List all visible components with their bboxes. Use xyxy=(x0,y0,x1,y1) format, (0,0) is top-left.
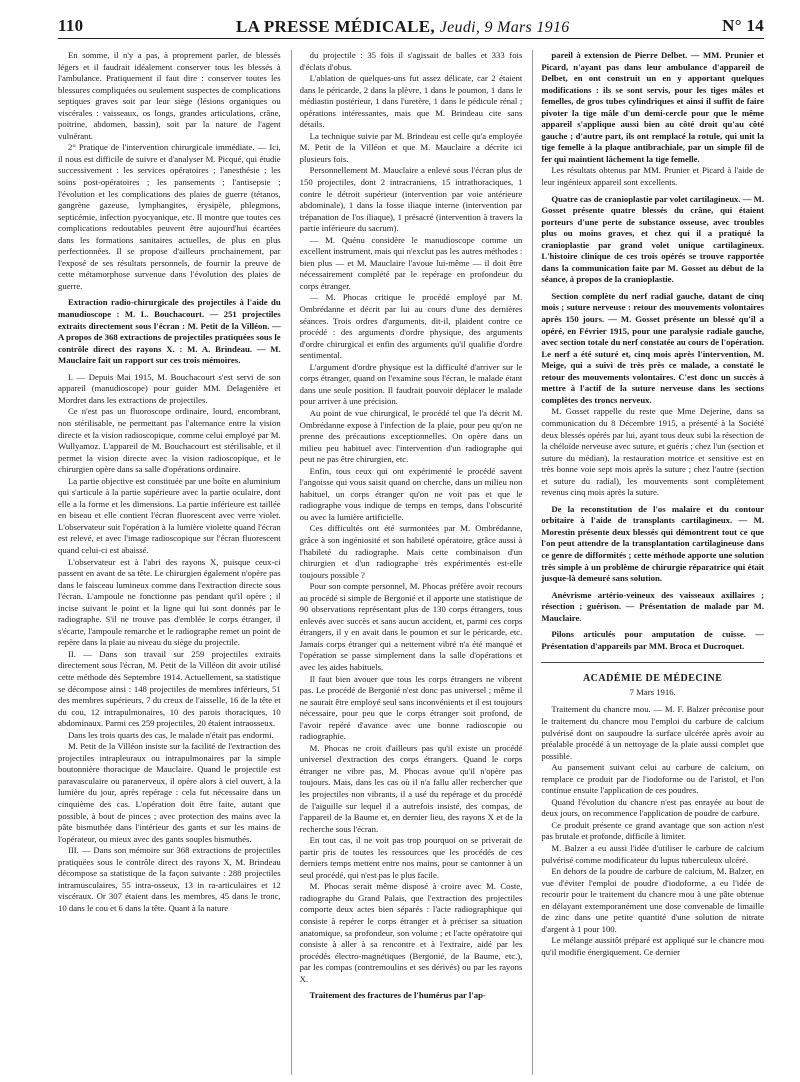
paragraph: Pour son compte personnel, M. Phocas préfère avoir recours au procédé si simple de Bergonié et il apporte une statistique de 90 observations représentant plus de 130 corps étrangers, tous enlevés avec succès et sans aucun accident, et, parmi ces corps étrangers, il y en avait dans le poumon et sur le péricarde, etc. Jamais corps étranger qui a nettement vibré n'a été manqué et l'opération se passe simplement dans la salle d'opérations et avec les aides habituels. xyxy=(299,581,523,672)
paragraph: L'observateur est à l'abri des rayons X, puisque ceux-ci passent en avant de sa tête. Le chirurgien également n'opère pas dans le faisceau lumineux comme dans l'extraction directe sous l'écran. L'ampoule ne fonctionne pas pendant qu'il opère ; il incise suivant le point et la ligne qui lui sont donnés par le radiographe. S'il ne trouve pas d'emblée le corps étranger, il s'écarte, l'ampoule remarche et le radiographe remet un point de repère dans la plaie au niveau du siège du projectile. xyxy=(58,556,281,648)
paragraph: M. Gosset rappelle du reste que Mme Dejerine, dans sa communication du 8 Décembre 1915, a présenté à la Société deux blessés opérés par lui, ayant tous deux subi la résection de la chéloïde nerveuse avec suture, et guéris ; chez l'un (section et suture du médian), la restauration motrice et sensitive est en très bonne voie sept mois après la suture ; chez l'autre (section et suture du radial), les mouvements sont complètement revenus cinq mois après la suture. xyxy=(541,406,765,498)
academie-date: 7 Mars 1916. xyxy=(629,686,676,697)
article-columns xyxy=(58,50,764,1075)
paragraph: Ce n'est pas un fluoroscope ordinaire, lourd, encombrant, non stérilisable, ne permettant pas l'alternance entre la vision directe et la vision radioscopique, comme celui employé par M. Wullyamoz. L'appareil de M. Bouchacourt est stérilisable, et il permet la vision directe avec la vision radioscopique, et le chirurgien opère dans sa salle d'opérations ordinaire. xyxy=(58,406,281,475)
paragraph: La technique suivie par M. Brindeau est celle qu'a employée M. Petit de la Villéon et que M. Mauclaire a décrite ici plusieurs fois. xyxy=(299,130,523,164)
paragraph: Ces difficultés ont été surmontées par M. Ombrédanne, grâce à son ingéniosité et son habileté opératoire, grâce aussi à l'habileté du radiographe. Mais cette combinaison d'un chirurgien et d'un radiographe très expérimentés est-elle toujours possible ? xyxy=(299,523,523,580)
paragraph: En tout cas, il ne voit pas trop pourquoi on se priverait de partir pris de toutes les ressources que les procédés de ces derniers temps mettent entre nos mains, pour se cantonner à un seul procédé, qui n'est pas le plus facile. xyxy=(299,835,523,880)
issue-number: N° 14 xyxy=(722,16,764,35)
paragraph: Personnellement M. Mauclaire a enlevé sous l'écran plus de 150 projectiles, dont 2 intracraniens, 15 intrathoraciques, 1 contre le détroit supérieur (intervention par voie antérieure abdominale), 1 dans la fosse iliaque interne (intervention par trépanation de l'os iliaque), 1 présacré (intervention à travers la partie inférieure du sacrum). xyxy=(299,165,523,234)
issue-date: Jeudi, 9 Mars 1916 xyxy=(439,18,570,36)
paragraph: du projectile : 35 fois il s'agissait de balles et 333 fois d'éclats d'obus. xyxy=(299,50,523,72)
academie-section xyxy=(541,704,764,958)
journal-title: LA PRESSE MÉDICALE, xyxy=(236,16,435,36)
paragraph: De la reconstitution de l'os malaire et du contour orbitaire à l'aide de transplants cartilagineux. — M. Morestin présente deux blessés qui démontrent tout ce que l'on peut attendre de la transplantation cartilagineuse dans ce genre de difformités ; cette méthode apporte une solution très simple à un problème de chirurgie réparatrice qui était jusque-là demeuré sans solution. xyxy=(541,503,765,584)
paragraph: II. — Dans son travail sur 259 projectiles extraits directement sous l'écran, M. Petit de la Villéon dit avoir utilisé cette méthode dès Septembre 1914. Actuellement, sa statistique se décompose ainsi : 148 projectiles de membres inférieurs, 51 des membres supérieurs, 7 du creux de l'aisselle, 16 de la tête et du cou, 12 intrapulmonaires, 10 des parois thoraciques, 10 abdominaux. Parmi ces 259 projectiles, 20 étaient intraosseux. xyxy=(58,648,281,729)
paragraph: Quand l'évolution du chancre n'est pas enrayée au bout de deux jours, on recommence l'application de poudre de carbure. xyxy=(541,796,765,819)
paragraph: — M. Phocas critique le procédé employé par M. Ombrédanne et décrit par lui au cours d'une des dernières séances. Trois ordres d'arguments, dit-il, plaident contre ce procédé : des arguments d'ordre physique, des arguments d'ordre chirurgical et enfin des arguments qu'il qualifie d'ordre sentimental. xyxy=(299,292,523,361)
paragraph: Au pansement suivant celui au carbure de calcium, on remplace ce produit par de l'iodoforme ou de l'aristol, et l'on continue ensuite l'application de ces poudres. xyxy=(541,762,765,796)
paragraph: 2° Pratique de l'intervention chirurgicale immédiate. — Ici, il nous est difficile de suivre et d'analyser M. Picqué, qui étudie successivement : les services opératoires ; l'anesthésie ; les soins post-opératoires ; les pansements ; l'antisepsie ; l'évolution et les complications des plaies de guerre (tétanos, gangrène gazeuse, lymphangites, érysipèle, phlegmons, septicémie, infection pyocyanique, etc. Il montre que toutes ces complications redoutables peuvent être aujourd'hui écartées dans les formations sanitaires actuelles, de plus en plus perfectionnées. Il se propose d'ailleurs prochainement, par l'exposé de ses résultats personnels, de fournir la preuve de cette métamorphose survenue dans l'évolution des plaies de guerre. xyxy=(58,142,281,291)
paragraph: Pilons articulés pour amputation de cuisse. — Présentation d'appareils par MM. Broca et Ducroquet. xyxy=(541,629,765,651)
column-middle xyxy=(291,50,523,1075)
paragraph: Anévrisme artério-veineux des vaisseaux axillaires ; résection ; guérison. — Présentation de malade par M. Mauclaire. xyxy=(541,589,765,623)
paragraph: Le mélange aussitôt préparé est appliqué sur le chancre mou qu'il modifie énergiquement. Ce dernier xyxy=(541,935,765,957)
paragraph: M. Balzer a eu aussi l'idée d'utiliser le carbure de calcium pulvérisé comme modificateur du lupus tuberculeux ulcéré. xyxy=(541,843,765,865)
societe-chirurgie-continued xyxy=(541,50,764,652)
column-right xyxy=(532,50,764,1075)
paragraph: Ce produit présente ce grand avantage que son action n'est pas brutale et profonde, difficile à limiter. xyxy=(541,819,765,842)
paragraph: Traitement du chancre mou. — M. F. Balzer préconise pour le traitement du chancre mou l'emploi du carbure de calcium pulvérisé dont on saupoudre la surface ulcérée après avoir au préalable procédé à un nettoyage de la plaie aussi complet que possible. xyxy=(541,704,765,761)
column-left xyxy=(58,50,281,1075)
paragraph: M. Petit de la Villéon insiste sur la facilité de l'extraction des projectiles intrapleuraux ou intrapulmonaires par la simple boutonnière thoracique de Mauclaire. Quand le projectile est paravasculaire ou paranerveux, il opère alors à ciel ouvert, à la lumière du jour, après repérage : cela fut nécessaire dans un cinquième des cas. L'opération doit être faite, autant que possible, à bout de pinces ; avec protection des mains avec la pâte bismuthée dans l'intérieur des gants et sur les mains de l'opérateur, ou mieux avec des gants souples bismuthés. xyxy=(58,741,281,844)
academie-heading: ACADÉMIE DE MÉDECINE xyxy=(541,662,764,685)
paragraph: pareil à extension de Pierre Delbet. — MM. Prunier et Picard, n'ayant pas dans leur ambulance d'appareil de Delbet, en ont construit un en y apportant quelques modifications : ils se sont servis, pour les tiges mâles et femelles, de gros tubes cylindriques et ainsi il suffit de faire pivoter la tige mâle d'un demi-cercle pour que le même appareil s'applique aussi bien au côté droit qu'au côté gauche ; d'autre part, ils ont remplacé la rotule, qui unit la tige femelle à la plaque antibrachiale, par un simple fil de fer qui maintient lâchement la tige femelle. xyxy=(541,50,765,164)
paragraph: Enfin, tous ceux qui ont expérimenté le procédé savent l'angoisse qui vous saisit quand on cherche, dans un milieu non habituel, un corps étranger qu'on ne voit pas et que le radiographe vous indique de temps en temps, dans l'obscurité ou avec la lumière artificielle. xyxy=(299,465,523,522)
paragraph: Dans les trois quarts des cas, le malade n'était pas endormi. xyxy=(68,729,274,740)
paragraph: En somme, il n'y a pas, à proprement parler, de blessés légers et il faudrait idéalement conserver tous les blessés à l'ambulance. Pratiquement il faut dire : conserver toutes les blessures compliquées ou seulement suspectes de complications septiques graves soit par leur siège (lésions organiques ou viscérales : vaisseaux, os longs, grandes articulations, crâne, poitrine, abdomen, bassin), soit par la nature de l'agent vulnérant. xyxy=(58,50,281,141)
paragraph: M. Phocas serait même disposé à croire avec M. Coste, radiographe du Grand Palais, que l'extraction des projectiles comporte deux actes bien séparés : l'acte radiographique qui consiste à repérer le corps étranger et à préciser sa situation anatomique, sa profondeur, son volume ; et l'acte opératoire qui consiste à aller à sa rencontre et à l'extraire, aidé par les procédés électro-magnétiques (Bergonié, de la Baume, etc.), par les compas (contremoulins et ses dérivés) ou par les rayons X. xyxy=(299,881,523,984)
paragraph: Traitement des fractures de l'humérus par l'ap- xyxy=(309,990,486,1001)
page-header xyxy=(58,14,764,39)
paragraph: I. — Depuis Mai 1915, M. Bouchacourt s'est servi de son appareil (manudioscope) pour guider MM. Delagenière et Mordret dans les extractions de projectiles. xyxy=(58,371,281,405)
paragraph: En dehors de la poudre de carbure de calcium, M. Balzer, en vue d'éviter l'emploi de poudre d'iodoforme, a eu l'idée de recourir pour le traitement du chancre mou à une pâte obtenue en délayant extemporanément une dose convenable de limaille de zinc dans une petite quantité d'une solution de nitrate d'argent à 1 pour 100. xyxy=(541,866,765,934)
paragraph: Au point de vue chirurgical, le procédé tel que l'a décrit M. Ombrédanne expose à l'infection de la plaie, pour peu qu'on ne prenne des précautions exceptionnelles. On opère dans un milieu peu habituel avec l'intervention d'un radiographe qui peut ne pas être chirurgien, etc. xyxy=(299,407,523,465)
paragraph: Il faut bien avouer que tous les corps étrangers ne vibrent pas. Le procédé de Bergonié n'est donc pas universel ; même il ne saurait être employé seul sans inconvénients et il est toujours nécessaire, pour peu que le corps étranger soit profond, de l'avoir repéré d'avance avec une bonne radioscopie ou radiographie. xyxy=(299,673,523,742)
paragraph: III. — Dans son mémoire sur 368 extractions de projectiles pratiquées sous le contrôle direct des rayons X, M. Brindeau décompose sa statistique de la façon suivante : 288 projectiles intramusculaires, 55 intra-osseux, 13 in ra-articulaires et 12 viscéraux. Or 307 étaient dans les membres, 45 dans le tronc, 10 dans le cou et 6 dans la tête. Quant à la nature xyxy=(58,845,281,913)
paragraph: Quatre cas de cranioplastie par volet cartilagineux. — M. Gosset présente quatre blessés du crâne, qui étaient porteurs d'une perte de substance osseuse, avec troubles plus ou moins graves, et chez qui il a pratiqué la cranioplastie par grand volet unique cartilagineux. L'histoire clinique de ces trois opérés se trouve rapportée dans la communication faite par M. Gosset au début de la séance, à propos de la cranioplastie. xyxy=(541,193,765,285)
journal-title-line xyxy=(236,16,570,37)
paragraph: Section complète du nerf radial gauche, datant de cinq mois ; suture nerveuse : retour des mouvements volontaires après 150 jours. — M. Gosset présente un blessé qu'il a opéré, en Février 1915, pour une paralysie radiale gauche, avec section totale du nerf constatée au cours de l'opération. Le nerf a été suturé et, cinq mois après l'intervention, M. Meige, qui a suivi de très près ce malade, a constaté le retour des mouvements volontaires. C'est donc un succès à mettre à l'actif de la suture nerveuse dans les sections complètes des troncs nerveux. xyxy=(541,290,765,405)
paragraph: M. Phocas ne croit d'ailleurs pas qu'il existe un procédé universel d'extraction des corps étrangers. Quand le corps étranger ne vibre pas, M. Phocas avoue qu'il n'opère pas toujours. Mais, dans les cas où il n'a fallu aller rechercher que les projectiles non vibrants, il a usé du repérage et du procédé de l'aiguille sur lequel il a autrefois insisté, des compas, de l'appareil de la Baume et, en dernier lieu, des rayons X et de la recherche sous l'écran. xyxy=(299,742,523,834)
paragraph: L'ablation de quelques-uns fut assez délicate, car 2 étaient dans le péricarde, 2 dans la plèvre, 1 dans le poumon, 1 dans le médiastin postérieur, 1 dans l'uretère, 1 dans le pédicule rénal ; opérations intéressantes, mais que M. Brindeau cite sans détails. xyxy=(299,73,523,130)
paragraph: L'argument d'ordre physique est la difficulté d'arriver sur le corps étranger, quand on l'examine sous l'écran, le malade étant dans une seule position. Il faudrait pouvoir déplacer le malade pour arriver à une précision. xyxy=(299,361,523,407)
page-number: 110 xyxy=(58,16,84,35)
paragraph: Extraction radio-chirurgicale des projectiles à l'aide du manudioscope : M. L. Bouchacourt. — 251 projectiles extraits directement sous l'écran : M. Petit de la Villéon. — A propos de 368 extractions de projectiles pratiquées sous le contrôle direct des rayons X. : M. A. Brindeau. — M. Mauclaire fait un rapport sur ces trois mémoires. xyxy=(58,297,281,366)
paragraph: La partie objective est constituée par une boîte en aluminium qui s'articule à la partie supérieure avec la partie oculaire, dont elle a la forme et les dimensions. La partie inférieure est taillée en biseau et elle contient l'écran fluorescent avec verre violet. L'observateur suit l'opération à la lumière violette quand l'écran est relevé, et avec l'image radioscopique sur l'écran fluorescent quand celui-ci est abaissé. xyxy=(58,475,281,555)
paragraph: — M. Quénu considère le manudioscope comme un excellent instrument, mais qui n'exclut pas les autres méthodes : bien plus — et M. Mauclaire l'avoue lui-même — il doit être nécessairement complété par le repérage en profondeur du corps étranger. xyxy=(299,234,523,291)
paragraph: Les résultats obtenus par MM. Prunier et Picard à l'aide de leur ingénieux appareil sont excellents. xyxy=(541,165,765,188)
